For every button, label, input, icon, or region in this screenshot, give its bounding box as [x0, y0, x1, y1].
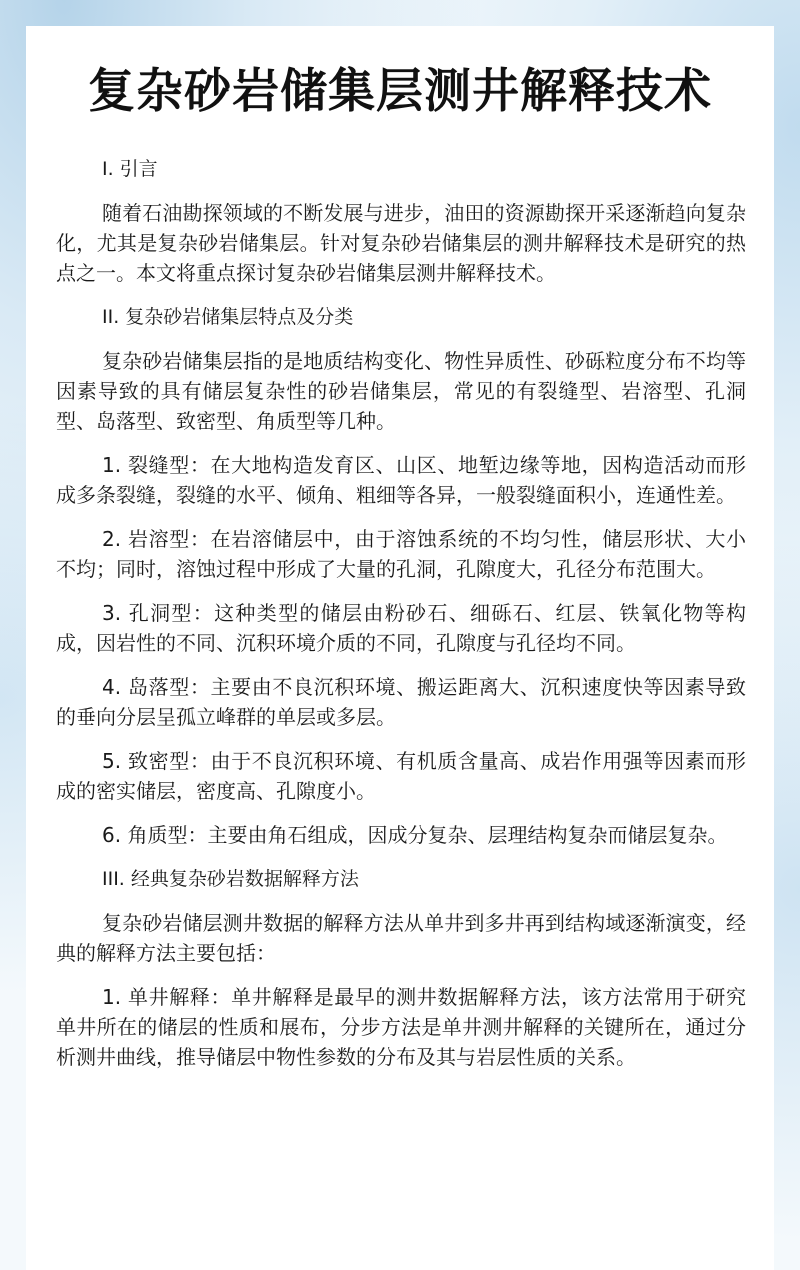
document-title: 复杂砂岩储集层测井解释技术 [88, 64, 712, 119]
list-item-vug-type: 3. 孔洞型：这种类型的储层由粉砂石、细砾石、红层、铁氧化物等构成，因岩性的不同、沉积环境介质的不同，孔隙度与孔径均不同。 [56, 601, 746, 655]
paragraph: 随着石油勘探领域的不断发展与进步，油田的资源勘探开采逐渐趋向复杂化，尤其是复杂砂岩储集层。针对复杂砂岩储集层的测井解释技术是研究的热点之一。本文将重点探讨复杂砂岩储集层测井解释技术。 [56, 201, 746, 285]
list-item-single-well: 1. 单井解释：单井解释是最早的测井数据解释方法，该方法常用于研究单井所在的储层的性质和展布，分步方法是单井测井解释的关键所在，通过分析测井曲线，推导储层中物性参数的分布及其与岩层性质的关系。 [56, 985, 746, 1069]
list-item-fracture-type: 1. 裂缝型：在大地构造发育区、山区、地堑边缘等地，因构造活动而形成多条裂缝，裂缝的水平、倾角、粗细等各异，一般裂缝面积小，连通性差。 [56, 453, 746, 507]
list-item-horn-type: 6. 角质型：主要由角石组成，因成分复杂、层理结构复杂而储层复杂。 [102, 823, 728, 847]
section-heading-introduction: I. 引言 [102, 158, 158, 180]
section-heading-methods: III. 经典复杂砂岩数据解释方法 [102, 868, 359, 890]
paragraph: 复杂砂岩储集层指的是地质结构变化、物性异质性、砂砾粒度分布不均等因素导致的具有储层复杂性的砂岩储集层，常见的有裂缝型、岩溶型、孔洞型、岛落型、致密型、角质型等几种。 [56, 349, 746, 433]
document-body [56, 154, 746, 1086]
list-item-tight-type: 5. 致密型：由于不良沉积环境、有机质含量高、成岩作用强等因素而形成的密实储层，密度高、孔隙度小。 [56, 749, 746, 803]
list-item-island-type: 4. 岛落型：主要由不良沉积环境、搬运距离大、沉积速度快等因素导致的垂向分层呈孤立峰群的单层或多层。 [56, 675, 746, 729]
section-heading-characteristics: II. 复杂砂岩储集层特点及分类 [102, 306, 354, 328]
paragraph: 复杂砂岩储层测井数据的解释方法从单井到多井再到结构域逐渐演变，经典的解释方法主要包括： [56, 911, 746, 965]
list-item-karst-type: 2. 岩溶型：在岩溶储层中，由于溶蚀系统的不均匀性，储层形状、大小不均；同时，溶蚀过程中形成了大量的孔洞，孔隙度大，孔径分布范围大。 [56, 527, 746, 581]
